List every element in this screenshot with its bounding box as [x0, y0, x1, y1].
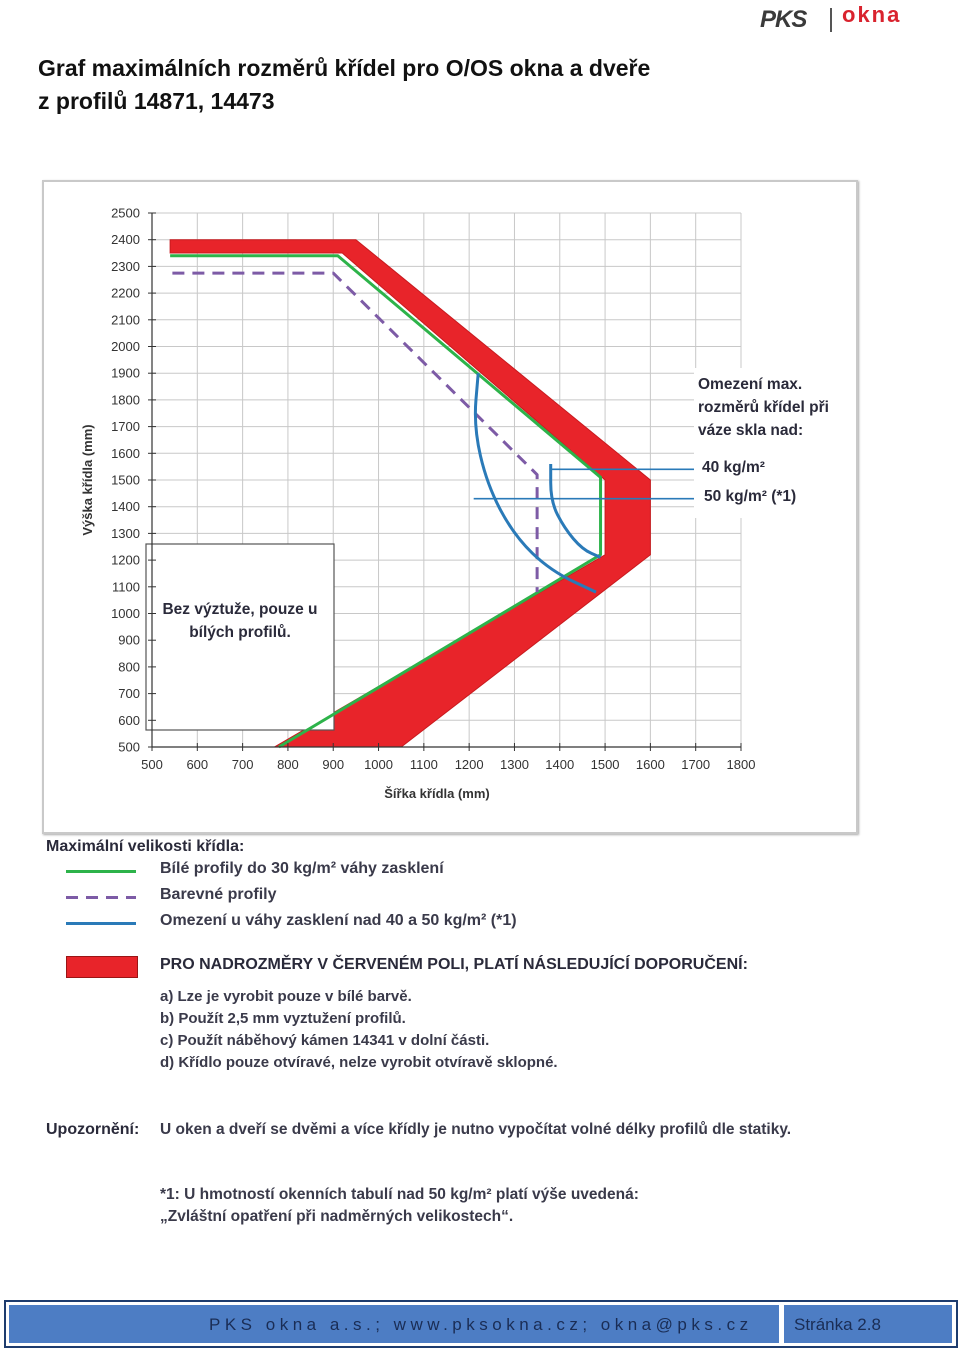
recommendation-d: d) Křídlo pouze otvíravé, nelze vyrobit otvíravě sklopné. [160, 1054, 558, 1071]
recommendation-a: a) Lze je vyrobit pouze v bílé barvě. [160, 988, 412, 1005]
annotation-heading-3: váze skla nad: [698, 422, 804, 439]
warning-label: Upozornění: [46, 1121, 140, 1138]
no-reinforcement-box-layer [146, 544, 334, 730]
y-tick-label: 1200 [111, 552, 140, 568]
box-text-line-1: Bez výztuže, pouze u [162, 601, 318, 618]
y-tick-label: 1100 [112, 579, 140, 595]
y-axis-title: Výška křídla (mm) [80, 424, 95, 536]
legend-item-white-profiles [66, 860, 826, 882]
x-tick-label: 1000 [364, 757, 393, 772]
x-tick-label: 900 [322, 757, 345, 772]
legend-swatch-blue [66, 922, 136, 925]
y-tick-label: 1800 [111, 392, 140, 408]
x-tick-label: 1400 [545, 757, 575, 772]
annotation-40: 40 kg/m² [702, 459, 765, 476]
y-tick-label: 1500 [111, 472, 140, 488]
x-tick-label: 700 [231, 757, 254, 772]
footer-contact-text: PKS okna a.s.; www.pksokna.cz; okna@pks.cz [209, 1315, 753, 1334]
chart-frame [42, 180, 858, 834]
page-footer [4, 1300, 958, 1348]
x-tick-label: 500 [141, 757, 163, 772]
footer-page-number: Stránka 2.8 [794, 1315, 881, 1334]
logo-separator [830, 8, 832, 32]
y-tick-label: 2500 [111, 205, 140, 221]
legend-label: Barevné profily [160, 886, 277, 903]
x-tick-label: 800 [277, 757, 299, 772]
box-text-line-2: bílých profilů. [189, 624, 291, 641]
y-tick-label: 2200 [111, 285, 140, 301]
annotations [694, 368, 856, 518]
x-tick-label: 1500 [590, 757, 620, 772]
limit-50kg-curve [551, 464, 601, 557]
x-tick-label: 1200 [454, 757, 484, 772]
y-tick-label: 1400 [111, 499, 140, 515]
page-title [38, 52, 738, 118]
y-tick-label: 700 [118, 686, 140, 702]
legend-item-colored-profiles [66, 886, 826, 908]
y-tick-label: 1600 [111, 445, 140, 461]
y-tick-label: 2100 [111, 312, 140, 328]
footnote-line-2: „Zvláštní opatření při nadměrných velikostech“. [160, 1208, 514, 1225]
footer-page-bar [784, 1305, 952, 1343]
x-tick-label: 1100 [409, 757, 438, 772]
x-tick-label: 1300 [500, 757, 529, 772]
y-tick-label: 500 [118, 739, 140, 755]
legend-label: Bílé profily do 30 kg/m² váhy zasklení [160, 860, 444, 877]
size-chart [44, 182, 856, 832]
legend-title: Maximální velikosti křídla: [46, 838, 245, 855]
annotation-heading-2: rozměrů křídel při [698, 399, 829, 416]
y-tick-label: 2000 [111, 339, 140, 354]
logo-okna-text: okna [842, 2, 902, 27]
legend-swatch-red [66, 956, 138, 978]
x-tick-label: 1700 [681, 757, 711, 772]
footnote-line-1: *1: U hmotností okenních tabulí nad 50 kg/m² platí výše uvedená: [160, 1186, 639, 1203]
legend-item-weight-limit [66, 912, 826, 934]
legend-swatch-purple-dashed [66, 896, 136, 899]
recommendation-b: b) Použít 2,5 mm vyztužení profilů. [160, 1010, 406, 1027]
y-tick-label: 1700 [111, 419, 140, 435]
y-tick-label: 1900 [111, 365, 140, 381]
annotation-50: 50 kg/m² (*1) [704, 488, 797, 505]
y-tick-label: 800 [118, 659, 140, 675]
recommendation-c: c) Použít náběhový kámen 14341 v dolní části. [160, 1032, 490, 1049]
y-tick-label: 1000 [111, 606, 140, 621]
y-tick-label: 900 [118, 632, 140, 648]
x-tick-label: 1800 [726, 757, 756, 772]
logo-pks-text: PKS [760, 6, 807, 33]
x-tick-label: 1600 [635, 757, 665, 772]
y-tick-label: 1300 [111, 525, 140, 541]
title-line-1: Graf maximálních rozměrů křídel pro O/OS okna a dveře [38, 55, 651, 81]
pks-okna-logo [758, 4, 918, 36]
legend-label: Omezení u váhy zasklení nad 40 a 50 kg/m² (*1) [160, 912, 517, 929]
red-region-heading: PRO NADROZMĚRY V ČERVENÉM POLI, PLATÍ NÁSLEDUJÍCÍ DOPORUČENÍ: [160, 956, 748, 973]
y-tick-label: 600 [118, 712, 140, 728]
title-line-2: z profilů 14871, 14473 [38, 88, 275, 114]
warning-text: U oken a dveří se dvěmi a více křídly je nutno vypočítat volné délky profilů dle statiky. [160, 1121, 792, 1138]
y-tick-label: 2400 [111, 232, 140, 248]
footer-contact-bar [9, 1305, 779, 1343]
x-tick-label: 600 [186, 757, 209, 772]
y-tick-label: 2300 [111, 258, 140, 274]
legend-swatch-green [66, 870, 136, 873]
x-axis-title: Šířka křídla (mm) [384, 786, 490, 801]
annotation-heading-1: Omezení max. [698, 376, 803, 393]
